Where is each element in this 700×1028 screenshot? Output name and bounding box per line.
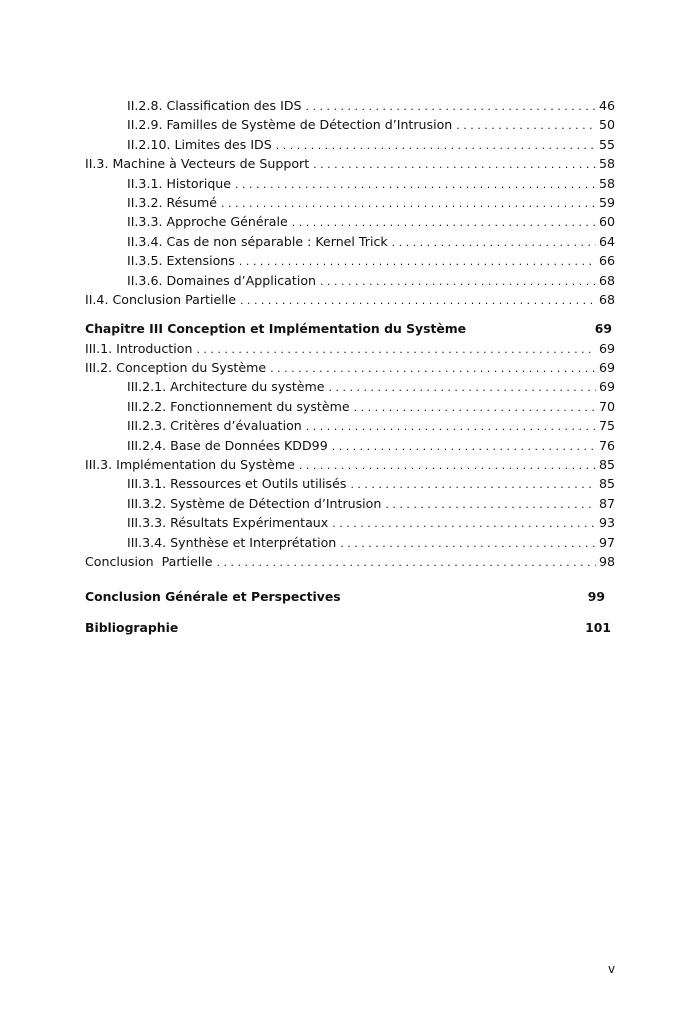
toc-entry-page: 58 <box>598 156 615 172</box>
toc-entry <box>85 290 615 309</box>
toc-entry <box>85 397 615 416</box>
toc-entry <box>85 339 615 358</box>
dot-leader <box>456 116 596 135</box>
toc-entry <box>85 513 615 532</box>
toc-entry-label: II.2.8. Classification des IDS <box>127 98 302 113</box>
toc-entry-label: III.1. Introduction <box>85 340 193 356</box>
toc-entry <box>85 212 615 231</box>
dot-leader <box>332 437 596 456</box>
toc-entry-label: Conclusion Partielle <box>85 553 213 569</box>
toc-entry-page: 87 <box>598 495 615 511</box>
dot-leader <box>329 378 596 397</box>
toc-entry <box>85 271 615 290</box>
toc-entry-label: III.2.2. Fonctionnement du système <box>127 398 350 414</box>
toc-entry-label: III.2.3. Critères d’évaluation <box>127 418 302 434</box>
dot-leader <box>235 175 596 194</box>
toc-entry-page: 76 <box>598 437 615 453</box>
dot-leader <box>276 136 596 155</box>
toc-entry-page: 46 <box>598 98 615 113</box>
dot-leader <box>299 456 596 475</box>
toc-entry-page: 97 <box>598 534 615 550</box>
toc-chapter-page: 99 <box>587 589 605 605</box>
toc-entry-label: II.2.9. Familles de Système de Détection d’Intrusion <box>127 117 453 133</box>
toc-entry-label: II.4. Conclusion Partielle <box>85 291 236 307</box>
toc-entry <box>85 455 615 474</box>
dot-leader <box>306 417 596 436</box>
toc-entry <box>85 436 615 455</box>
toc-entry-page: 68 <box>598 272 615 288</box>
toc-entry-page: 58 <box>598 175 615 191</box>
toc-chapter-label: Conclusion Générale et Perspectives <box>85 589 341 605</box>
toc-entry-page: 59 <box>598 194 615 210</box>
toc-entry-page: 98 <box>598 553 615 569</box>
toc-entry-label: III.3.3. Résultats Expérimentaux <box>127 515 329 531</box>
toc-entry-label: II.3. Machine à Vecteurs de Support <box>85 156 310 172</box>
toc-chapter-page: 69 <box>594 321 612 337</box>
toc-entry-label: II.3.6. Domaines d’Application <box>127 272 317 288</box>
toc-chapter-heading <box>85 587 615 606</box>
toc-entry-label: III.2. Conception du Système <box>85 360 267 376</box>
toc-entry-page: 85 <box>598 476 615 492</box>
toc-entry-label: II.3.1. Historique <box>127 175 232 191</box>
page-number: v <box>608 962 616 976</box>
toc-chapter-heading <box>85 319 615 338</box>
toc-entry-label: III.3.2. Système de Détection d’Intrusion <box>127 495 382 511</box>
toc-entry-label: II.3.4. Cas de non séparable : Kernel Trick <box>127 233 388 249</box>
dot-leader <box>306 97 596 116</box>
dot-leader <box>196 340 596 359</box>
toc-entry <box>85 358 615 377</box>
toc-entry <box>85 96 615 115</box>
dot-leader <box>354 398 596 417</box>
dot-leader <box>217 553 596 572</box>
toc-entry <box>85 494 615 513</box>
toc-entry-page: 64 <box>598 233 615 249</box>
toc-entry-page: 93 <box>598 515 615 531</box>
toc-entry-page: 69 <box>598 360 615 376</box>
toc-entry-page: 50 <box>598 117 615 133</box>
toc-entry <box>85 232 615 251</box>
toc-entry <box>85 533 615 552</box>
toc-entry <box>85 251 615 270</box>
dot-leader <box>320 272 596 291</box>
dot-leader <box>392 233 596 252</box>
dot-leader <box>221 194 596 213</box>
toc-entry-label: III.2.1. Architecture du système <box>127 379 325 395</box>
toc-entry <box>85 115 615 134</box>
dot-leader <box>313 155 596 174</box>
dot-leader <box>385 495 596 514</box>
dot-leader <box>239 252 596 271</box>
toc-chapter-heading <box>85 618 615 637</box>
dot-leader <box>240 291 596 310</box>
toc-entry-label: III.3. Implémentation du Système <box>85 457 295 473</box>
toc-entry-page: 69 <box>598 340 615 356</box>
toc-entry <box>85 552 615 571</box>
toc-entry <box>85 174 615 193</box>
toc-entry <box>85 193 615 212</box>
toc-entry <box>85 377 615 396</box>
toc-entry-page: 75 <box>598 418 615 434</box>
toc-entry-label: II.3.5. Extensions <box>127 253 235 269</box>
toc-entry <box>85 416 615 435</box>
dot-leader <box>332 514 596 533</box>
toc-entry-page: 69 <box>598 379 615 395</box>
toc-entry-label: II.3.2. Résumé <box>127 194 217 210</box>
dot-leader <box>350 475 596 494</box>
toc-chapter-page: 101 <box>585 619 611 635</box>
toc-chapter-label: Bibliographie <box>85 619 179 635</box>
toc-entry-label: II.3.3. Approche Générale <box>127 214 288 230</box>
toc-entry-page: 66 <box>598 253 615 269</box>
dot-leader <box>340 534 596 553</box>
dot-leader <box>270 359 596 378</box>
table-of-contents <box>85 96 615 637</box>
toc-entry-label: III.3.4. Synthèse et Interprétation <box>127 534 337 550</box>
toc-chapter-label: Chapitre III Conception et Implémentation du Système <box>85 321 467 337</box>
toc-entry-page: 68 <box>598 291 615 307</box>
toc-entry <box>85 135 615 154</box>
toc-entry <box>85 154 615 173</box>
toc-entry-page: 85 <box>598 457 615 473</box>
toc-entry-label: III.2.4. Base de Données KDD99 <box>127 437 328 453</box>
toc-entry-label: III.3.1. Ressources et Outils utilisés <box>127 476 347 492</box>
toc-entry-page: 70 <box>598 398 615 414</box>
toc-entry-page: 60 <box>598 214 615 230</box>
dot-leader <box>292 213 596 232</box>
toc-entry-label: II.2.10. Limites des IDS <box>127 136 272 152</box>
toc-entry-page: 55 <box>598 136 615 152</box>
toc-entry <box>85 474 615 493</box>
